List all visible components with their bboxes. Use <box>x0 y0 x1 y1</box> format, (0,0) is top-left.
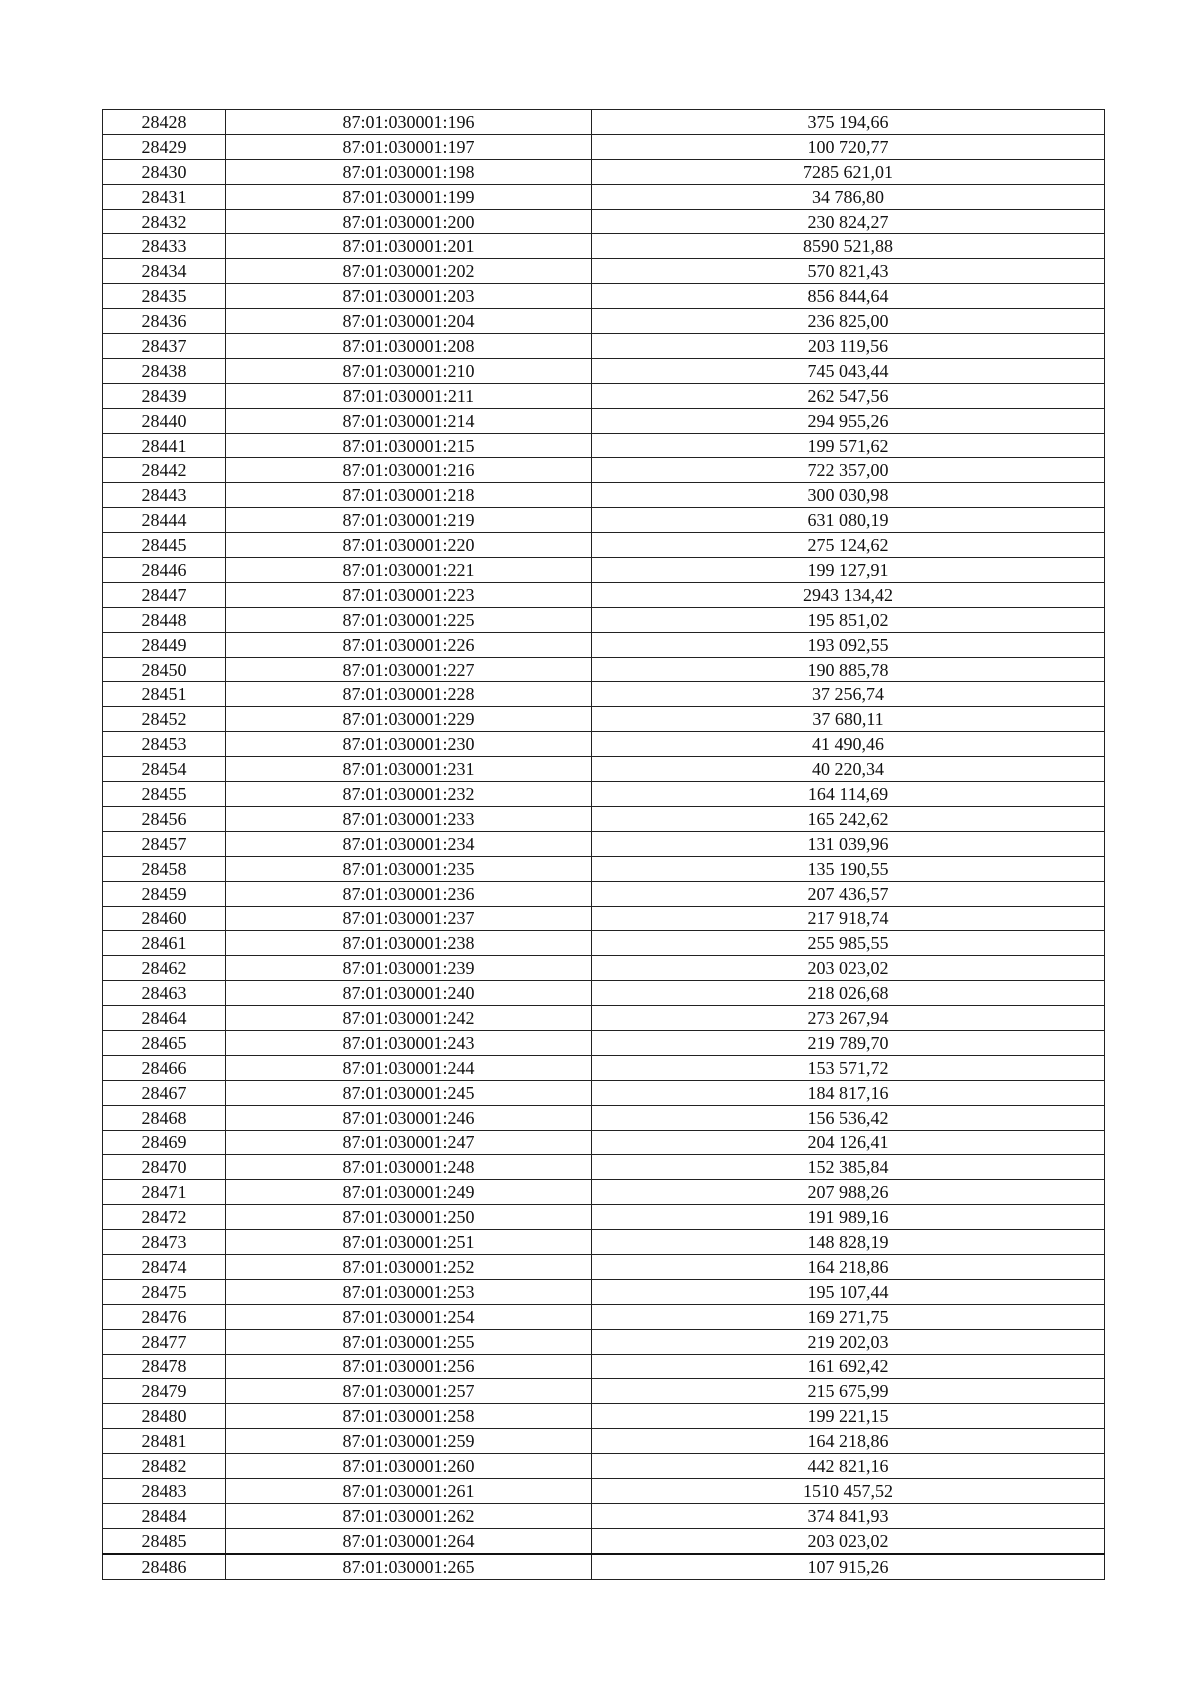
cadastral-number-cell: 87:01:030001:239 <box>226 956 592 981</box>
cadastral-number-cell: 87:01:030001:264 <box>226 1528 592 1553</box>
row-number-cell: 28485 <box>103 1528 226 1553</box>
cadastral-value-cell: 219 202,03 <box>592 1329 1105 1354</box>
table-row <box>103 1304 1105 1329</box>
table-row <box>103 1454 1105 1479</box>
row-number-cell: 28438 <box>103 358 226 383</box>
cadastral-value-cell: 745 043,44 <box>592 358 1105 383</box>
cadastral-number-cell: 87:01:030001:245 <box>226 1080 592 1105</box>
table-row <box>103 831 1105 856</box>
cadastral-value-cell: 152 385,84 <box>592 1155 1105 1180</box>
cadastral-value-cell: 442 821,16 <box>592 1454 1105 1479</box>
cadastral-number-cell: 87:01:030001:198 <box>226 159 592 184</box>
table-row <box>103 433 1105 458</box>
cadastral-value-cell: 294 955,26 <box>592 408 1105 433</box>
cadastral-value-cell: 219 789,70 <box>592 1030 1105 1055</box>
row-number-cell: 28482 <box>103 1454 226 1479</box>
table-row <box>103 1030 1105 1055</box>
row-number-cell: 28470 <box>103 1155 226 1180</box>
cadastral-value-cell: 156 536,42 <box>592 1105 1105 1130</box>
cadastral-number-cell: 87:01:030001:259 <box>226 1429 592 1454</box>
cadastral-number-cell: 87:01:030001:216 <box>226 458 592 483</box>
cadastral-value-cell: 40 220,34 <box>592 757 1105 782</box>
cadastral-value-cell: 199 127,91 <box>592 558 1105 583</box>
cadastral-value-cell: 207 436,57 <box>592 881 1105 906</box>
table-row <box>103 707 1105 732</box>
cadastral-number-cell: 87:01:030001:261 <box>226 1478 592 1503</box>
cadastral-value-cell: 375 194,66 <box>592 110 1105 135</box>
table-row <box>103 259 1105 284</box>
cadastral-value-cell: 34 786,80 <box>592 184 1105 209</box>
row-number-cell: 28478 <box>103 1354 226 1379</box>
cadastral-value-cell: 273 267,94 <box>592 1006 1105 1031</box>
cadastral-value-cell: 199 571,62 <box>592 433 1105 458</box>
cadastral-value-cell: 135 190,55 <box>592 856 1105 881</box>
cadastral-value-cell: 195 851,02 <box>592 607 1105 632</box>
cadastral-number-cell: 87:01:030001:256 <box>226 1354 592 1379</box>
cadastral-number-cell: 87:01:030001:210 <box>226 358 592 383</box>
cadastral-value-cell: 8590 521,88 <box>592 234 1105 259</box>
table-row <box>103 1230 1105 1255</box>
cadastral-value-cell: 275 124,62 <box>592 533 1105 558</box>
table-row <box>103 533 1105 558</box>
cadastral-value-cell: 100 720,77 <box>592 134 1105 159</box>
cadastral-value-cell: 184 817,16 <box>592 1080 1105 1105</box>
table-row <box>103 358 1105 383</box>
row-number-cell: 28433 <box>103 234 226 259</box>
table-row <box>103 1205 1105 1230</box>
cadastral-number-cell: 87:01:030001:235 <box>226 856 592 881</box>
cadastral-value-cell: 218 026,68 <box>592 981 1105 1006</box>
row-number-cell: 28462 <box>103 956 226 981</box>
row-number-cell: 28435 <box>103 284 226 309</box>
cadastral-value-cell: 190 885,78 <box>592 657 1105 682</box>
cadastral-value-cell: 2943 134,42 <box>592 582 1105 607</box>
cadastral-value-cell: 191 989,16 <box>592 1205 1105 1230</box>
cadastral-value-cell: 37 680,11 <box>592 707 1105 732</box>
table-row <box>103 881 1105 906</box>
cadastral-number-cell: 87:01:030001:253 <box>226 1279 592 1304</box>
cadastral-number-cell: 87:01:030001:234 <box>226 831 592 856</box>
table-row <box>103 309 1105 334</box>
row-number-cell: 28461 <box>103 931 226 956</box>
table-row <box>103 582 1105 607</box>
cadastral-number-cell: 87:01:030001:260 <box>226 1454 592 1479</box>
row-number-cell: 28437 <box>103 334 226 359</box>
cadastral-number-cell: 87:01:030001:254 <box>226 1304 592 1329</box>
table-row <box>103 1105 1105 1130</box>
cadastral-number-cell: 87:01:030001:244 <box>226 1055 592 1080</box>
cadastral-value-cell: 374 841,93 <box>592 1503 1105 1528</box>
cadastral-value-cell: 856 844,64 <box>592 284 1105 309</box>
table-row <box>103 1130 1105 1155</box>
row-number-cell: 28458 <box>103 856 226 881</box>
table-row <box>103 458 1105 483</box>
cadastral-value-cell: 203 023,02 <box>592 1528 1105 1553</box>
row-number-cell: 28463 <box>103 981 226 1006</box>
cadastral-number-cell: 87:01:030001:197 <box>226 134 592 159</box>
row-number-cell: 28440 <box>103 408 226 433</box>
table-row <box>103 607 1105 632</box>
table-row <box>103 234 1105 259</box>
row-number-cell: 28444 <box>103 508 226 533</box>
table-row <box>103 1354 1105 1379</box>
row-number-cell: 28469 <box>103 1130 226 1155</box>
cadastral-number-cell: 87:01:030001:218 <box>226 483 592 508</box>
cadastral-value-cell: 169 271,75 <box>592 1304 1105 1329</box>
row-number-cell: 28428 <box>103 110 226 135</box>
cadastral-value-table <box>102 109 1105 1580</box>
cadastral-value-cell: 203 023,02 <box>592 956 1105 981</box>
table-row <box>103 1528 1105 1553</box>
table-row <box>103 1329 1105 1354</box>
row-number-cell: 28480 <box>103 1404 226 1429</box>
row-number-cell: 28472 <box>103 1205 226 1230</box>
row-number-cell: 28447 <box>103 582 226 607</box>
cadastral-value-cell: 7285 621,01 <box>592 159 1105 184</box>
row-number-cell: 28468 <box>103 1105 226 1130</box>
table-row <box>103 931 1105 956</box>
table-row <box>103 110 1105 135</box>
table-row <box>103 558 1105 583</box>
cadastral-value-cell: 199 221,15 <box>592 1404 1105 1429</box>
row-number-cell: 28451 <box>103 682 226 707</box>
cadastral-number-cell: 87:01:030001:240 <box>226 981 592 1006</box>
table-row <box>103 334 1105 359</box>
row-number-cell: 28441 <box>103 433 226 458</box>
cadastral-number-cell: 87:01:030001:242 <box>226 1006 592 1031</box>
row-number-cell: 28473 <box>103 1230 226 1255</box>
cadastral-number-cell: 87:01:030001:221 <box>226 558 592 583</box>
table-row <box>103 1279 1105 1304</box>
cadastral-number-cell: 87:01:030001:220 <box>226 533 592 558</box>
row-number-cell: 28432 <box>103 209 226 234</box>
cadastral-value-cell: 164 114,69 <box>592 782 1105 807</box>
cadastral-number-cell: 87:01:030001:243 <box>226 1030 592 1055</box>
row-number-cell: 28436 <box>103 309 226 334</box>
cadastral-number-cell: 87:01:030001:252 <box>226 1254 592 1279</box>
cadastral-value-cell: 1510 457,52 <box>592 1478 1105 1503</box>
row-number-cell: 28477 <box>103 1329 226 1354</box>
cadastral-number-cell: 87:01:030001:230 <box>226 732 592 757</box>
cadastral-number-cell: 87:01:030001:231 <box>226 757 592 782</box>
row-number-cell: 28465 <box>103 1030 226 1055</box>
table-row <box>103 1478 1105 1503</box>
table-row <box>103 1379 1105 1404</box>
cadastral-value-cell: 41 490,46 <box>592 732 1105 757</box>
cadastral-number-cell: 87:01:030001:199 <box>226 184 592 209</box>
cadastral-number-cell: 87:01:030001:237 <box>226 906 592 931</box>
cadastral-number-cell: 87:01:030001:227 <box>226 657 592 682</box>
row-number-cell: 28457 <box>103 831 226 856</box>
cadastral-value-cell: 217 918,74 <box>592 906 1105 931</box>
row-number-cell: 28455 <box>103 782 226 807</box>
cadastral-value-cell: 262 547,56 <box>592 383 1105 408</box>
cadastral-number-cell: 87:01:030001:248 <box>226 1155 592 1180</box>
row-number-cell: 28476 <box>103 1304 226 1329</box>
cadastral-number-cell: 87:01:030001:258 <box>226 1404 592 1429</box>
cadastral-value-cell: 107 915,26 <box>592 1554 1105 1579</box>
row-number-cell: 28474 <box>103 1254 226 1279</box>
cadastral-number-cell: 87:01:030001:203 <box>226 284 592 309</box>
table-row <box>103 508 1105 533</box>
row-number-cell: 28466 <box>103 1055 226 1080</box>
cadastral-number-cell: 87:01:030001:226 <box>226 632 592 657</box>
table-row <box>103 209 1105 234</box>
table-row <box>103 1080 1105 1105</box>
table-row <box>103 134 1105 159</box>
cadastral-number-cell: 87:01:030001:247 <box>226 1130 592 1155</box>
cadastral-number-cell: 87:01:030001:229 <box>226 707 592 732</box>
table-row <box>103 408 1105 433</box>
cadastral-value-cell: 203 119,56 <box>592 334 1105 359</box>
cadastral-number-cell: 87:01:030001:201 <box>226 234 592 259</box>
row-number-cell: 28443 <box>103 483 226 508</box>
cadastral-number-cell: 87:01:030001:196 <box>226 110 592 135</box>
cadastral-value-cell: 153 571,72 <box>592 1055 1105 1080</box>
cadastral-number-cell: 87:01:030001:265 <box>226 1554 592 1579</box>
cadastral-number-cell: 87:01:030001:250 <box>226 1205 592 1230</box>
cadastral-value-cell: 161 692,42 <box>592 1354 1105 1379</box>
cadastral-value-cell: 722 357,00 <box>592 458 1105 483</box>
row-number-cell: 28442 <box>103 458 226 483</box>
table-row <box>103 732 1105 757</box>
table-row <box>103 906 1105 931</box>
table-row <box>103 782 1105 807</box>
table-row <box>103 159 1105 184</box>
row-number-cell: 28439 <box>103 383 226 408</box>
cadastral-value-cell: 204 126,41 <box>592 1130 1105 1155</box>
cadastral-number-cell: 87:01:030001:257 <box>226 1379 592 1404</box>
cadastral-number-cell: 87:01:030001:215 <box>226 433 592 458</box>
cadastral-number-cell: 87:01:030001:223 <box>226 582 592 607</box>
cadastral-number-cell: 87:01:030001:251 <box>226 1230 592 1255</box>
table-body <box>103 110 1105 1580</box>
row-number-cell: 28456 <box>103 806 226 831</box>
table-row <box>103 1006 1105 1031</box>
cadastral-number-cell: 87:01:030001:208 <box>226 334 592 359</box>
row-number-cell: 28484 <box>103 1503 226 1528</box>
table-row <box>103 1429 1105 1454</box>
cadastral-value-cell: 236 825,00 <box>592 309 1105 334</box>
cadastral-number-cell: 87:01:030001:200 <box>226 209 592 234</box>
cadastral-value-cell: 570 821,43 <box>592 259 1105 284</box>
cadastral-value-cell: 148 828,19 <box>592 1230 1105 1255</box>
cadastral-number-cell: 87:01:030001:238 <box>226 931 592 956</box>
table-row <box>103 383 1105 408</box>
row-number-cell: 28471 <box>103 1180 226 1205</box>
cadastral-number-cell: 87:01:030001:233 <box>226 806 592 831</box>
cadastral-number-cell: 87:01:030001:219 <box>226 508 592 533</box>
cadastral-number-cell: 87:01:030001:211 <box>226 383 592 408</box>
cadastral-number-cell: 87:01:030001:246 <box>226 1105 592 1130</box>
row-number-cell: 28434 <box>103 259 226 284</box>
cadastral-value-cell: 164 218,86 <box>592 1429 1105 1454</box>
table-row <box>103 981 1105 1006</box>
table-row <box>103 806 1105 831</box>
row-number-cell: 28453 <box>103 732 226 757</box>
row-number-cell: 28430 <box>103 159 226 184</box>
row-number-cell: 28467 <box>103 1080 226 1105</box>
cadastral-value-cell: 230 824,27 <box>592 209 1105 234</box>
table-row <box>103 1404 1105 1429</box>
cadastral-number-cell: 87:01:030001:236 <box>226 881 592 906</box>
cadastral-value-cell: 131 039,96 <box>592 831 1105 856</box>
table-row <box>103 1554 1105 1579</box>
cadastral-number-cell: 87:01:030001:228 <box>226 682 592 707</box>
table-row <box>103 284 1105 309</box>
cadastral-number-cell: 87:01:030001:249 <box>226 1180 592 1205</box>
cadastral-value-cell: 300 030,98 <box>592 483 1105 508</box>
cadastral-number-cell: 87:01:030001:214 <box>226 408 592 433</box>
row-number-cell: 28452 <box>103 707 226 732</box>
cadastral-number-cell: 87:01:030001:225 <box>226 607 592 632</box>
table-row <box>103 1254 1105 1279</box>
cadastral-value-cell: 631 080,19 <box>592 508 1105 533</box>
cadastral-value-cell: 215 675,99 <box>592 1379 1105 1404</box>
row-number-cell: 28450 <box>103 657 226 682</box>
table-row <box>103 956 1105 981</box>
cadastral-value-cell: 195 107,44 <box>592 1279 1105 1304</box>
table-row <box>103 1503 1105 1528</box>
row-number-cell: 28483 <box>103 1478 226 1503</box>
cadastral-number-cell: 87:01:030001:255 <box>226 1329 592 1354</box>
table-row <box>103 483 1105 508</box>
cadastral-value-cell: 37 256,74 <box>592 682 1105 707</box>
table-row <box>103 856 1105 881</box>
cadastral-value-cell: 255 985,55 <box>592 931 1105 956</box>
row-number-cell: 28429 <box>103 134 226 159</box>
cadastral-number-cell: 87:01:030001:202 <box>226 259 592 284</box>
table-row <box>103 184 1105 209</box>
cadastral-number-cell: 87:01:030001:232 <box>226 782 592 807</box>
row-number-cell: 28445 <box>103 533 226 558</box>
cadastral-value-cell: 164 218,86 <box>592 1254 1105 1279</box>
row-number-cell: 28475 <box>103 1279 226 1304</box>
table-row <box>103 682 1105 707</box>
cadastral-number-cell: 87:01:030001:204 <box>226 309 592 334</box>
row-number-cell: 28431 <box>103 184 226 209</box>
cadastral-number-cell: 87:01:030001:262 <box>226 1503 592 1528</box>
row-number-cell: 28460 <box>103 906 226 931</box>
row-number-cell: 28486 <box>103 1554 226 1579</box>
row-number-cell: 28459 <box>103 881 226 906</box>
table-row <box>103 1180 1105 1205</box>
cadastral-value-cell: 207 988,26 <box>592 1180 1105 1205</box>
row-number-cell: 28454 <box>103 757 226 782</box>
row-number-cell: 28481 <box>103 1429 226 1454</box>
row-number-cell: 28446 <box>103 558 226 583</box>
table-row <box>103 632 1105 657</box>
cadastral-value-cell: 193 092,55 <box>592 632 1105 657</box>
row-number-cell: 28464 <box>103 1006 226 1031</box>
table-row <box>103 1055 1105 1080</box>
table-row <box>103 657 1105 682</box>
row-number-cell: 28479 <box>103 1379 226 1404</box>
table-row <box>103 1155 1105 1180</box>
table-row <box>103 757 1105 782</box>
row-number-cell: 28448 <box>103 607 226 632</box>
cadastral-value-cell: 165 242,62 <box>592 806 1105 831</box>
row-number-cell: 28449 <box>103 632 226 657</box>
